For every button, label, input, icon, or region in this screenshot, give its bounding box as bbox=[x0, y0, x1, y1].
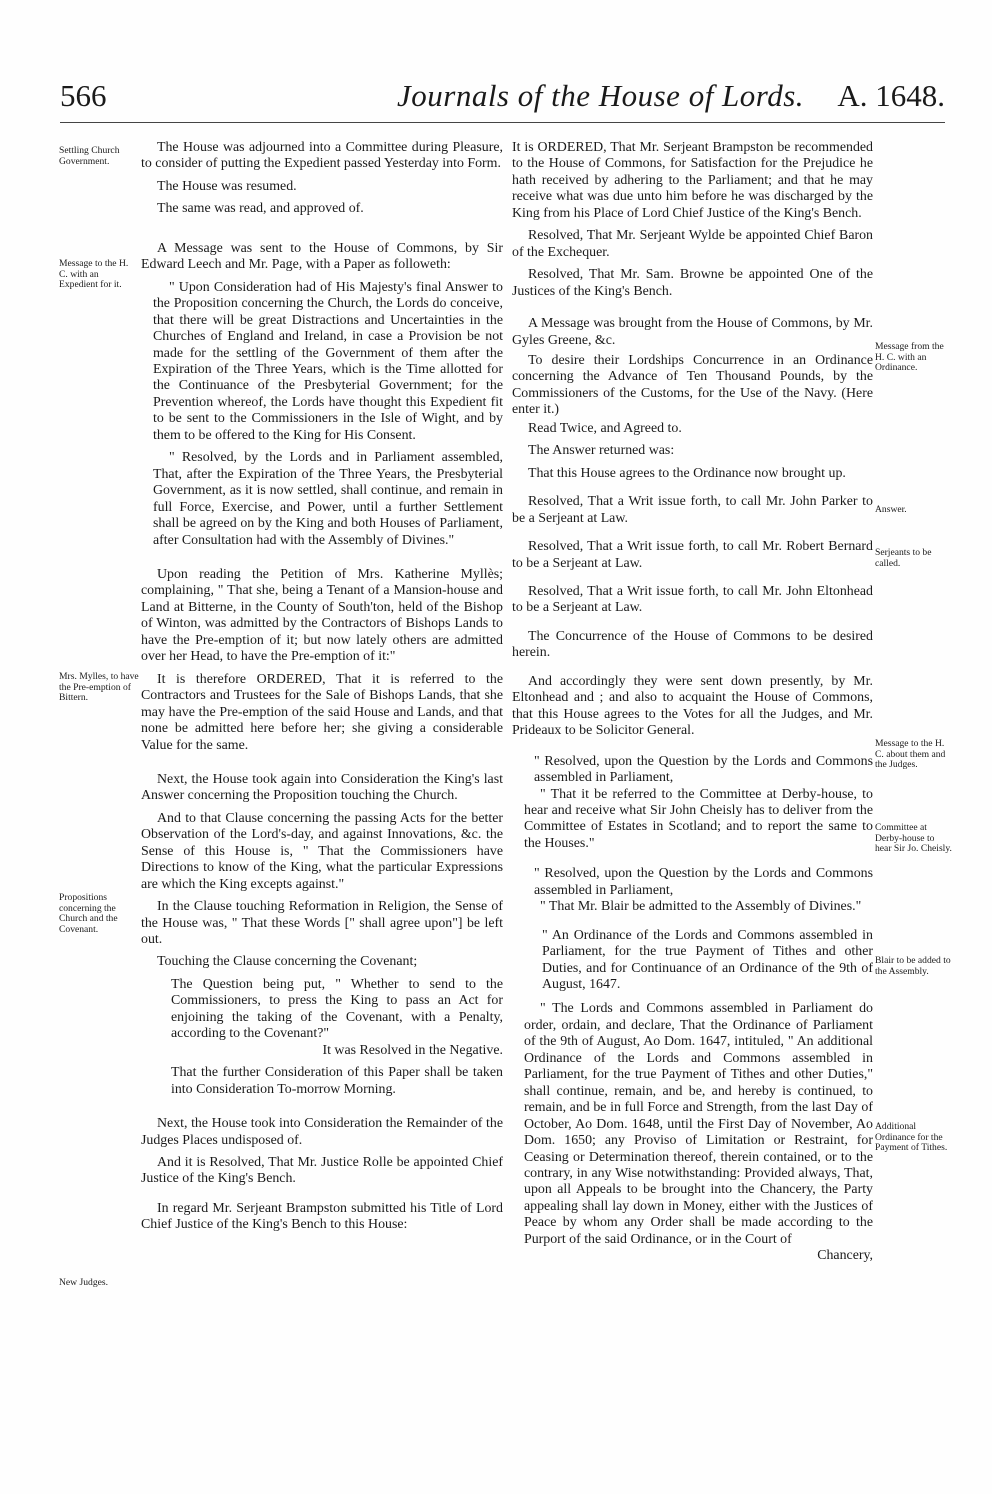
resolution: " That it be referred to the Committee at Derby-house, to hear and receive what Sir John Cheisly has to deliver from the Committee of Estates in Scotland; and to report the same to the Houses." bbox=[524, 786, 873, 851]
quoted-resolution: " Resolved, by the Lords and in Parliament assembled, That, after the Expiration of the Three Years, the Presbyterial Government, as it is now settled, shall continue, and remain in full Force, Exercise, and Power, until a further Settlement shall be agreed on by the King and both Houses of Parliament, after Consultation had with the Assembly of Divines." bbox=[153, 450, 503, 548]
paragraph: And to that Clause concerning the passing Acts for the better Observation of the Lord's-day, and against Innovations, &c. the Sense of this House is, " That the Commissioners have Directions to know of the King, what the particular Expressions are which the King excepts against." bbox=[141, 810, 503, 892]
paragraph: And accordingly they were sent down presently, by Mr. Eltonhead and ; and also to acquaint the House of Commons, that this House agrees to the Votes for all the Judges, and Mr. Prideaux to be Solicitor General. bbox=[512, 673, 873, 739]
paragraph: Resolved, That Mr. Serjeant Wylde be appointed Chief Baron of the Exchequer. bbox=[512, 228, 873, 260]
margin-note-propositions: Propositions concerning the Church and the Covenant. bbox=[59, 892, 118, 935]
page-header bbox=[60, 78, 945, 124]
margin-note-message-about: Message to the H. C. about them and the Judges. bbox=[875, 738, 946, 771]
page-number: 566 bbox=[60, 78, 107, 113]
margin-note-message-expedient: Message to the H. C. with an Expedient for it. bbox=[59, 258, 129, 291]
year-heading: A. 1648. bbox=[837, 78, 945, 113]
paragraph: The Answer returned was: bbox=[528, 443, 675, 459]
margin-note-serjeants: Serjeants to be called. bbox=[875, 547, 932, 569]
ordinance-text: " The Lords and Commons assembled in Parliament do order, ordain, and declare, That the Ordinance of Parliament of the 9th of August, Ao Dom. 1647, intituled, " An additional Ordinance of the Lords and Commons assembled in Parliament, for the true Payment of Tithes and other Duties," shall continue, remain, and be, and hereby is continued, to remain, and be in full Force and Strength, from the last Day of October, Ao Dom. 1648, until the First Day of November, Ao Dom. 1650; any Proviso of Limitation or Restraint, for Ceasing or Determination thereof, therein contained, or to the contrary, in any Wise notwithstanding: Provided always, That, upon all Appeals to be brought into the Chancery, the Party appealing shall lay down in Money, either with the Justices of Peace by whom any Order shall be made according to the Purport of the said Ordinance, or in the Court of bbox=[524, 1001, 873, 1247]
paragraph: Next, the House took again into Consideration the King's last Answer concerning the Proposition touching the Church. bbox=[141, 771, 503, 804]
paragraph: It is therefore ORDERED, That it is referred to the Contractors and Trustees for the Sale of Bishops Lands, that she may have the Pre-emption of the said House and Lands, and that none be admitted here before her; she giving a considerable Value for the same. bbox=[141, 671, 503, 753]
question: The Question being put, " Whether to send to the Commissioners, to press the King to pass an Act for enjoining the taking of the Covenant, with a Penalty, according to the Covenant?" bbox=[171, 976, 503, 1042]
left-column bbox=[141, 140, 503, 1234]
paragraph: Upon reading the Petition of Mrs. Katherine Myllès; complaining, " That she, being a Tenant of a Mansion-house and Land at Bitterne, in the County of South'ton, held of the Bishop of Winton, was admitted by the Contractors of Bishops Lands to have the Pre-emption of it; but now lately others are admitted over her Head, to have the Pre-emption of it:" bbox=[141, 566, 503, 665]
paragraph: Resolved, That a Writ issue forth, to call Mr. Robert Bernard to be a Serjeant at Law. bbox=[512, 539, 873, 571]
margin-note-committee: Committee at Derby-house to hear Sir Jo. Cheisly. bbox=[875, 822, 952, 855]
margin-note-blair: Blair to be added to the Assembly. bbox=[875, 955, 951, 977]
margin-note-settling: Settling Church Government. bbox=[59, 145, 120, 167]
paragraph: That the further Consideration of this Paper shall be taken into Consideration To-morrow Morning. bbox=[171, 1065, 503, 1097]
margin-note-new-judges: New Judges. bbox=[59, 1277, 109, 1288]
right-column bbox=[512, 140, 873, 1265]
paragraph: That this House agrees to the Ordinance now brought up. bbox=[528, 465, 846, 481]
paragraph: Resolved, That a Writ issue forth, to call Mr. John Eltonhead to be a Serjeant at Law. bbox=[512, 583, 873, 616]
paragraph: The House was adjourned into a Committee during Pleasure, to consider of putting the Expedient passed Yesterday into Form. bbox=[141, 140, 503, 172]
paragraph: To desire their Lordships Concurrence in an Ordinance concerning the Advance of Ten Thousand Pounds, by the Commissioners of the Customs, for the Use of the Navy. (Here enter it.) bbox=[512, 352, 873, 418]
paragraph: Resolved, That a Writ issue forth, to call Mr. John Parker to be a Serjeant at Law. bbox=[512, 494, 873, 526]
paragraph: The same was read, and approved of. bbox=[157, 201, 364, 217]
margin-note-additional: Additional Ordinance for the Payment of Tithes. bbox=[875, 1121, 948, 1154]
paragraph: Next, the House took into Consideration the Remainder of the Judges Places undisposed of. bbox=[141, 1116, 503, 1148]
paragraph: Read Twice, and Agreed to. bbox=[528, 420, 682, 436]
margin-note-mylles: Mrs. Mylles, to have the Pre-emption of Bittern. bbox=[59, 671, 139, 704]
resolution-heading: " Resolved, upon the Question by the Lords and Commons assembled in Parliament, bbox=[534, 866, 873, 898]
paragraph: In regard Mr. Serjeant Brampston submitted his Title of Lord Chief Justice of the King's Bench to this House: bbox=[141, 1200, 503, 1233]
catchword: Chancery, bbox=[817, 1248, 873, 1264]
resolution-heading: " Resolved, upon the Question by the Lords and Commons assembled in Parliament, bbox=[534, 753, 873, 786]
margin-note-message-from: Message from the H. C. with an Ordinance. bbox=[875, 341, 944, 374]
paragraph: It is ORDERED, That Mr. Serjeant Brampston be recommended to the House of Commons, for Satisfaction for the Prejudice he hath received by adhering to the Parliament; and that he may receive what was due unto him before he was discharged by the King from his Place of Lord Chief Justice of the King's Bench. bbox=[512, 140, 873, 221]
paragraph: In the Clause touching Reformation in Religion, the Sense of the House was, " That these Words [" shall agree upon"] be left out. bbox=[141, 899, 503, 948]
running-title: Journals of the House of Lords. bbox=[397, 78, 805, 113]
ordinance-title: " An Ordinance of the Lords and Commons assembled in Parliament, for the true Payment of Tithes and other Duties, and for Continuance of an Ordinance of the 9th of August, 1647. bbox=[542, 927, 873, 993]
paragraph: Resolved, That Mr. Sam. Browne be appointed One of the Justices of the King's Bench. bbox=[512, 267, 873, 299]
resolution: " That Mr. Blair be admitted to the Assembly of Divines." bbox=[540, 899, 862, 915]
margin-note-answer: Answer. bbox=[875, 504, 907, 515]
paragraph: A Message was sent to the House of Commons, by Sir Edward Leech and Mr. Page, with a Paper as followeth: bbox=[141, 240, 503, 273]
paragraph: A Message was brought from the House of Commons, by Mr. Gyles Greene, &c. bbox=[512, 316, 873, 348]
paragraph: The Concurrence of the House of Commons to be desired herein. bbox=[512, 628, 873, 661]
question-result: It was Resolved in the Negative. bbox=[322, 1042, 503, 1058]
header-rule bbox=[60, 122, 945, 123]
quoted-paper: " Upon Consideration had of His Majesty's final Answer to the Proposition concerning the Church, the Lords do conceive, that there will be great Distractions and Uncertainties in the Churches of England and Ireland, in case a Provision be not made for the settling of the Government of them after the Expiration of the Three Years, which is the Time allotted for the Continuance of the Presbyterial Government; for the Prevention whereof, the Lords have thought this Expedient fit to be sent to the Commissioners in the Isle of Wight, and by them to be offered to the King for His Consent. bbox=[153, 279, 503, 443]
paragraph: Touching the Clause concerning the Covenant; bbox=[157, 954, 418, 970]
paragraph: The House was resumed. bbox=[157, 178, 297, 194]
paragraph: And it is Resolved, That Mr. Justice Rolle be appointed Chief Justice of the King's Bench. bbox=[141, 1155, 503, 1187]
